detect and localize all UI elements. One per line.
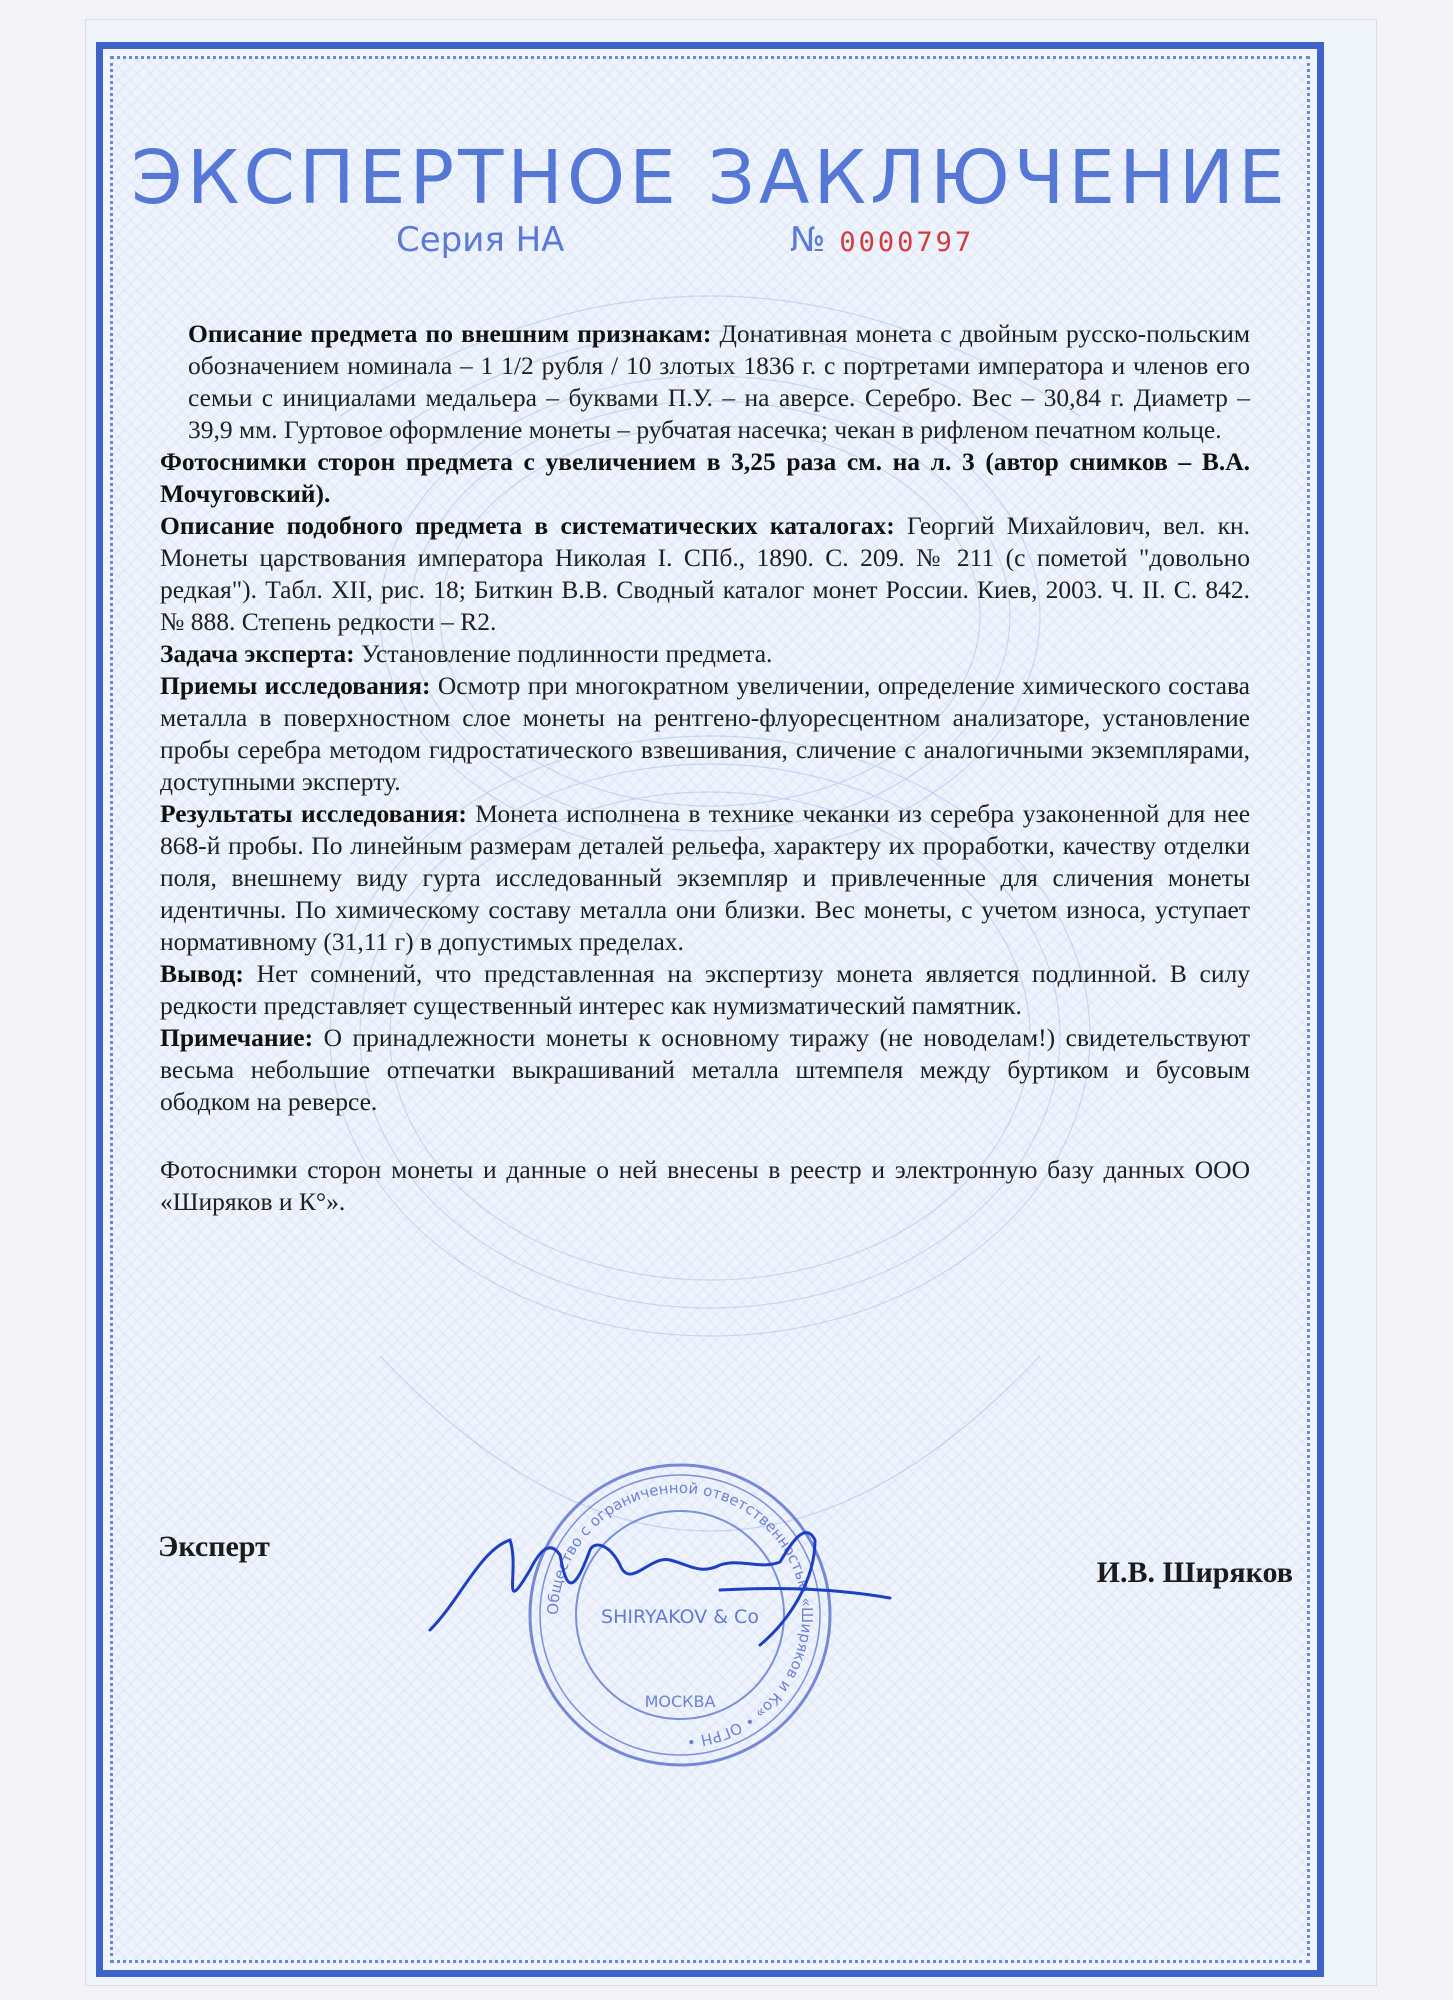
description-label: Описание предмета по внешним признакам: xyxy=(188,319,712,348)
expert-label: Эксперт xyxy=(158,1530,270,1563)
conclusion-label: Вывод: xyxy=(160,959,244,988)
task-text: Установление подлинности предмета. xyxy=(361,639,773,668)
catalogs-paragraph xyxy=(160,510,1250,638)
stamp-center-text: SHIRYAKOV & Co xyxy=(601,1606,759,1628)
remark-label: Примечание: xyxy=(160,1023,314,1052)
conclusion-text: Нет сомнений, что представленная на экспертизу монета является подлинной. В силу редкости представляет существенный интерес как нумизматический памятник. xyxy=(160,959,1250,1020)
catalogs-label: Описание подобного предмета в систематических каталогах: xyxy=(160,511,895,540)
certificate-body xyxy=(160,318,1250,1218)
description-text: Донативная монета с двойным русско-польским обозначением номинала – 1 1/2 рубля / 10 злотых 1836 г. с портретами императора и членов его семьи с инициалами медальера – буквами П.У. – на аверсе. Серебро. Вес – 30,84 г. Диаметр – 39,9 мм. Гуртовое оформление монеты – рубчатая насечка; чекан в рифленом печатном кольце. xyxy=(188,319,1251,444)
methods-text: Осмотр при многократном увеличении, определение химического состава металла в поверхностном слое монеты на рентгено-флуоресцентном анализаторе, установление пробы серебра методом гидростатического взвешивания, сличение с аналогичными экземплярами, доступными эксперту. xyxy=(160,671,1250,796)
stamp-ring-text: Общество с ограниченной ответственностью «Ширяков и Ко» • ОГРН • xyxy=(543,1478,817,1751)
remark-text: О принадлежности монеты к основному тиражу (не новоделам!) свидетельствуют весьма небольшие отпечатки выкрашиваний металла штемпеля между буртиком и бусовым ободком на реверсе. xyxy=(160,1023,1251,1116)
task-paragraph xyxy=(160,638,1250,670)
methods-paragraph xyxy=(160,670,1250,798)
task-label: Задача эксперта: xyxy=(160,639,355,668)
document-title: ЭКСПЕРТНОЕ ЗАКЛЮЧЕНИЕ xyxy=(131,135,1289,221)
remark-paragraph xyxy=(160,1022,1250,1118)
number-sign: № xyxy=(790,220,826,260)
catalogs-text: Георгий Михайлович, вел. кн. Монеты царствования императора Николая I. СПб., 1890. С. 209. № 211 (с пометой "довольно редкая"). Табл. XII, рис. 18; Биткин В.В. Сводный каталог монет России. Киев, 2003. Ч. II. С. 842. № 888. Степень редкости – R2. xyxy=(160,511,1251,636)
photos-paragraph xyxy=(160,446,1250,510)
results-text: Монета исполнена в технике чеканки из серебра узаконенной для нее 868-й пробы. По линейным размерам деталей рельефа, характеру их проработки, качеству отделки поля, внешнему виду гурта исследованный экземпляр и привлеченные для сличения монеты идентичны. По химическому составу металла они близки. Вес монеты, с учетом износа, уступает нормативному (31,11 г) в допустимых пределах. xyxy=(160,799,1251,956)
methods-label: Приемы исследования: xyxy=(160,671,431,700)
handwritten-signature xyxy=(420,1510,910,1650)
stamp-city: МОСКВА xyxy=(644,1692,716,1711)
serial-number: 0000797 xyxy=(839,227,975,258)
photos-label: Фотоснимки сторон предмета с увеличением в 3,25 раза см. на л. 3 (автор снимков – В.А. Мочуговский). xyxy=(160,447,1250,508)
series-label: Серия НА xyxy=(396,220,565,260)
conclusion-paragraph xyxy=(160,958,1250,1022)
results-paragraph xyxy=(160,798,1250,958)
results-label: Результаты исследования: xyxy=(160,799,467,828)
registry-note: Фотоснимки сторон монеты и данные о ней внесены в реестр и электронную базу данных ООО «Ширяков и К°». xyxy=(160,1155,1250,1216)
expert-name: И.В. Ширяков xyxy=(1096,1556,1293,1589)
description-paragraph xyxy=(160,318,1250,446)
document-number xyxy=(790,220,974,260)
